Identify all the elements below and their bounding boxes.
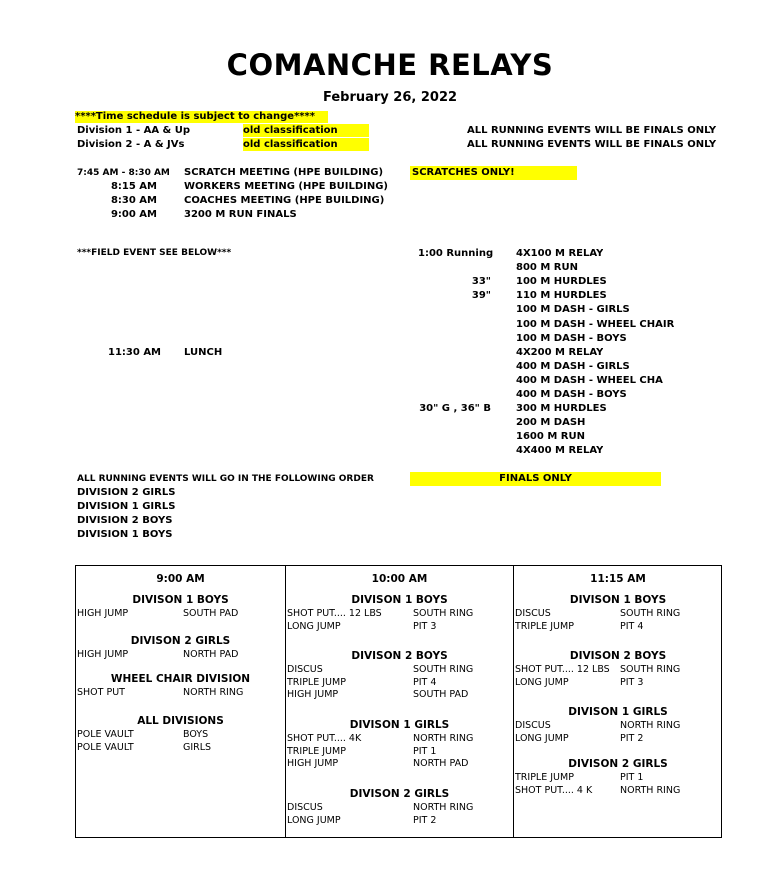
meeting-time: 8:15 AM [110,181,157,192]
order-item: DIVISION 2 GIRLS [77,487,176,498]
time-slot-heading: 9:00 AM [156,573,205,585]
running-event: 110 M HURDLES [516,290,607,302]
field-event-table [75,565,722,838]
field-event-name: LONG JUMP [287,814,341,826]
field-event-location: NORTH PAD [413,758,469,769]
hurdle-height-note: 39" [471,290,491,302]
field-event-note: ***FIELD EVENT SEE BELOW*** [77,248,232,258]
event-date: February 26, 2022 [322,90,458,105]
field-event-name: HIGH JUMP [287,758,339,769]
hurdle-height-note: 30" G , 36" B [419,403,491,415]
field-event-name: DISCUS [287,664,323,675]
field-event-name: LONG JUMP [515,732,569,744]
field-event-location: NORTH RING [620,784,681,796]
division-heading: ALL DIVISIONS [137,715,224,727]
division-heading: DIVISON 1 BOYS [132,594,229,606]
field-event-location: PIT 4 [620,620,644,632]
division-heading: DIVISON 1 GIRLS [349,719,450,731]
meeting-event: SCRATCH MEETING (HPE BUILDING) [184,167,384,178]
order-item: DIVISION 1 GIRLS [77,501,176,512]
running-event: 4X100 M RELAY [516,248,604,259]
field-event-name: POLE VAULT [77,741,134,753]
running-start: 1:00 Running [418,248,494,259]
order-item: DIVISION 1 BOYS [77,529,173,540]
division-heading: DIVISON 2 BOYS [351,650,448,662]
running-event: 100 M DASH - GIRLS [516,304,630,316]
meeting-time: 8:30 AM [110,195,157,206]
time-slot-heading: 10:00 AM [371,573,428,585]
order-heading: ALL RUNNING EVENTS WILL GO IN THE FOLLOWING ORDER [77,474,374,484]
running-event: 400 M DASH - BOYS [516,389,627,400]
division-1-label: Division 1 - AA & Up [77,125,191,136]
field-event-location: PIT 4 [413,676,437,688]
lunch-time: 11:30 AM [108,347,162,358]
field-event-location: NORTH PAD [183,649,239,660]
running-event: 100 M DASH - WHEEL CHAIR [516,318,674,330]
field-event-location: PIT 2 [620,732,644,744]
division-heading: DIVISON 1 BOYS [569,594,667,606]
field-event-name: SHOT PUT.... 12 LBS [287,608,382,619]
division-2-rule: ALL RUNNING EVENTS WILL BE FINALS ONLY [467,139,717,150]
division-1-note: old classification [243,124,369,137]
field-event-name: HIGH JUMP [77,608,129,619]
meeting-time: 7:45 AM - 8:30 AM [77,168,170,178]
hurdle-height-note: 33" [471,276,491,288]
field-event-name: LONG JUMP [515,676,569,688]
field-event-name: DISCUS [287,802,323,813]
division-heading: DIVISON 2 GIRLS [349,788,450,800]
field-event-name: SHOT PUT.... 4 K [515,784,593,796]
running-event: 4X400 M RELAY [516,445,604,457]
field-event-location: BOYS [183,729,209,740]
field-event-location: PIT 3 [413,620,437,632]
lunch-label: LUNCH [184,347,223,358]
field-event-location: SOUTH RING [413,664,474,675]
field-event-name: TRIPLE JUMP [287,676,346,688]
division-heading: DIVISON 1 GIRLS [568,706,668,718]
field-event-location: PIT 2 [413,814,437,826]
running-event: 400 M DASH - WHEEL CHA [516,374,663,386]
meeting-event: WORKERS MEETING (HPE BUILDING) [184,181,388,192]
field-event-name: DISCUS [515,720,551,731]
field-event-name: SHOT PUT.... 4K [287,733,362,744]
schedule-notice: ****Time schedule is subject to change**** [75,111,328,123]
field-event-location: SOUTH RING [413,608,474,619]
field-event-name: TRIPLE JUMP [515,772,574,783]
running-event: 4X200 M RELAY [516,346,604,358]
running-event: 100 M DASH - BOYS [516,332,627,344]
field-event-location: PIT 1 [413,745,437,757]
running-event: 1600 M RUN [516,431,585,443]
division-heading: DIVISON 2 BOYS [569,650,667,662]
field-event-name: SHOT PUT.... 12 LBS [515,664,610,675]
field-event-name: HIGH JUMP [287,689,339,700]
division-2-label: Division 2 - A & JVs [77,139,185,150]
field-event-name: POLE VAULT [77,729,134,740]
field-event-location: NORTH RING [620,720,681,731]
field-event-name: DISCUS [515,608,551,619]
field-event-location: SOUTH RING [620,664,681,675]
time-slot-heading: 11:15 AM [590,573,646,585]
division-heading: DIVISON 1 BOYS [351,594,448,606]
running-event: 300 M HURDLES [516,403,607,415]
field-event-name: TRIPLE JUMP [515,620,574,632]
scratches-note: SCRATCHES ONLY! [410,166,577,180]
field-event-name: LONG JUMP [287,620,341,632]
field-event-location: SOUTH RING [620,608,681,619]
meeting-time: 9:00 AM [110,209,157,220]
field-event-location: PIT 1 [620,772,644,783]
division-heading: DIVISON 2 GIRLS [130,635,231,647]
field-event-name: SHOT PUT [77,687,125,698]
running-event: 100 M HURDLES [516,276,607,288]
field-event-location: NORTH RING [183,687,244,698]
field-event-name: HIGH JUMP [77,649,129,660]
meeting-event: COACHES MEETING (HPE BUILDING) [184,195,385,206]
field-event-location: PIT 3 [620,676,644,688]
running-event: 400 M DASH - GIRLS [516,360,630,372]
division-heading: WHEEL CHAIR DIVISION [110,673,251,685]
field-event-name: TRIPLE JUMP [287,745,346,757]
running-event: 200 M DASH [516,417,586,429]
field-event-location: NORTH RING [413,733,474,744]
running-event: 800 M RUN [516,262,578,274]
page-title: COMANCHE RELAYS [226,48,554,82]
division-1-rule: ALL RUNNING EVENTS WILL BE FINALS ONLY [467,125,717,136]
field-event-location: SOUTH PAD [183,608,239,619]
order-item: DIVISION 2 BOYS [77,515,173,526]
division-2-note: old classification [243,138,369,151]
field-event-location: NORTH RING [413,802,474,813]
finals-only-note: FINALS ONLY [410,472,661,486]
field-event-location: SOUTH PAD [413,689,469,700]
meeting-event: 3200 M RUN FINALS [184,209,297,220]
field-event-location: GIRLS [183,741,212,753]
division-heading: DIVISON 2 GIRLS [568,758,668,770]
